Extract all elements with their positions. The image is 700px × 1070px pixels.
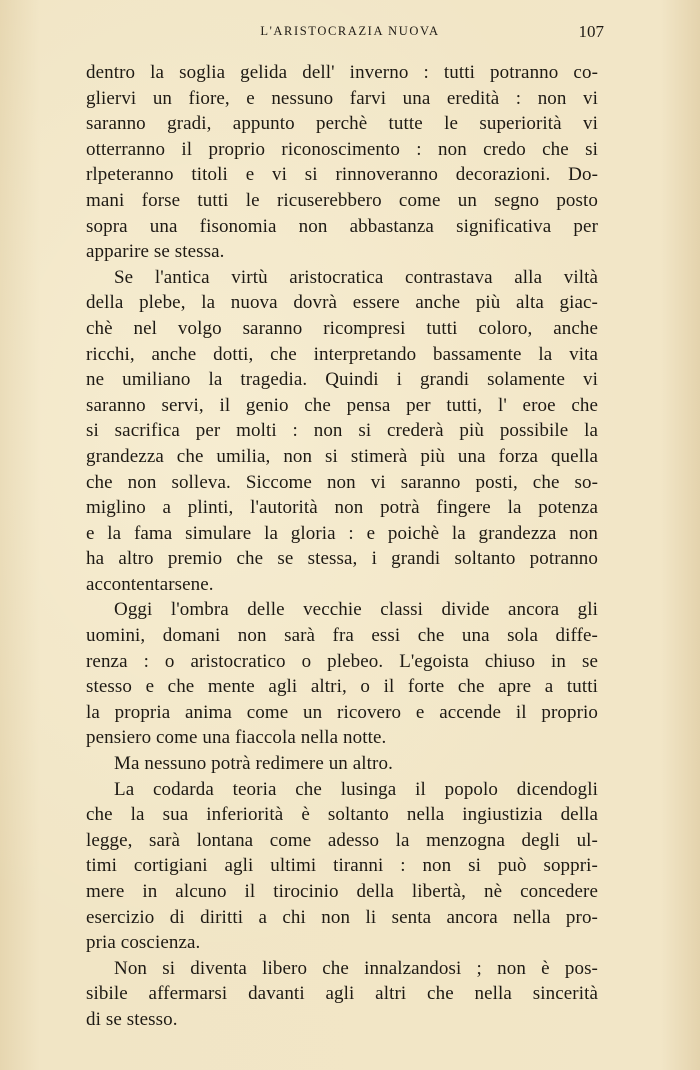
text-line: si sacrifica per molti : non si crederà più possibile la	[86, 420, 598, 442]
body-text	[86, 60, 598, 1033]
text-line: uomini, domani non sarà fra essi che una sola diffe-	[86, 625, 598, 647]
page-header	[0, 22, 700, 46]
text-line: pria coscienza.	[86, 932, 201, 954]
text-line: rlpeteranno titoli e vi si rinnoveranno decorazioni. Do-	[86, 164, 598, 186]
text-line: Non si diventa libero che innalzandosi ; non è pos-	[114, 957, 598, 979]
text-line: otterranno il proprio riconoscimento : non credo che si	[86, 138, 598, 160]
text-line: timi cortigiani agli ultimi tiranni : non si può soppri-	[86, 855, 598, 877]
text-line: ha altro premio che se stessa, i grandi soltanto potranno	[86, 548, 598, 570]
text-line: saranno gradi, appunto perchè tutte le superiorità vi	[86, 113, 598, 135]
text-line: La codarda teoria che lusinga il popolo dicendogli	[114, 778, 598, 800]
text-line: ricchi, anche dotti, che interpretando bassamente la vita	[86, 343, 598, 365]
text-line: di se stesso.	[86, 1008, 178, 1030]
page-number: 107	[578, 22, 604, 41]
text-line: esercizio di diritti a chi non li senta ancora nella pro-	[86, 906, 598, 928]
text-line: miglino a plinti, l'autorità non potrà fingere la potenza	[86, 497, 598, 519]
text-line: sopra una fisonomia non abbastanza significativa per	[86, 215, 598, 237]
running-head: L'ARISTOCRAZIA NUOVA	[260, 24, 440, 38]
text-line: mani forse tutti le ricuserebbero come un segno posto	[86, 189, 598, 211]
text-line: Se l'antica virtù aristocratica contrastava alla viltà	[114, 266, 598, 288]
text-line: legge, sarà lontana come adesso la menzogna degli ul-	[86, 829, 598, 851]
text-line: e la fama simulare la gloria : e poichè la grandezza non	[86, 522, 598, 544]
text-line: che la sua inferiorità è soltanto nella ingiustizia della	[86, 804, 598, 826]
text-line: grandezza che umilia, non si stimerà più una forza quella	[86, 445, 598, 467]
text-line: dentro la soglia gelida dell' inverno : tutti potranno co-	[86, 62, 598, 83]
text-line: che non solleva. Siccome non vi saranno posti, che so-	[86, 471, 598, 493]
text-line: renza : o aristocratico o plebeo. L'egoista chiuso in se	[86, 650, 598, 672]
text-line: ne umiliano la tragedia. Quindi i grandi solamente vi	[86, 369, 598, 391]
text-line: pensiero come una fiaccola nella notte.	[86, 727, 387, 749]
text-line: accontentarsene.	[86, 573, 214, 595]
text-line: apparire se stessa.	[86, 241, 225, 263]
text-line: sibile affermarsi davanti agli altri che nella sincerità	[86, 983, 598, 1005]
text-line: Oggi l'ombra delle vecchie classi divide ancora gli	[114, 599, 598, 621]
text-line: stesso e che mente agli altri, o il forte che apre a tutti	[86, 676, 598, 698]
text-line: mere in alcuno il tirocinio della libertà, nè concedere	[86, 881, 598, 902]
text-line: gliervi un fiore, e nessuno farvi una eredità : non vi	[86, 87, 598, 109]
text-line: della plebe, la nuova dovrà essere anche più alta giac-	[86, 292, 598, 314]
text-line: Ma nessuno potrà redimere un altro.	[114, 753, 393, 775]
text-line: chè nel volgo saranno ricompresi tutti coloro, anche	[86, 317, 598, 339]
text-line: la propria anima come un ricovero e accende il proprio	[86, 701, 598, 723]
text-line: saranno servi, il genio che pensa per tutti, l' eroe che	[86, 394, 598, 416]
